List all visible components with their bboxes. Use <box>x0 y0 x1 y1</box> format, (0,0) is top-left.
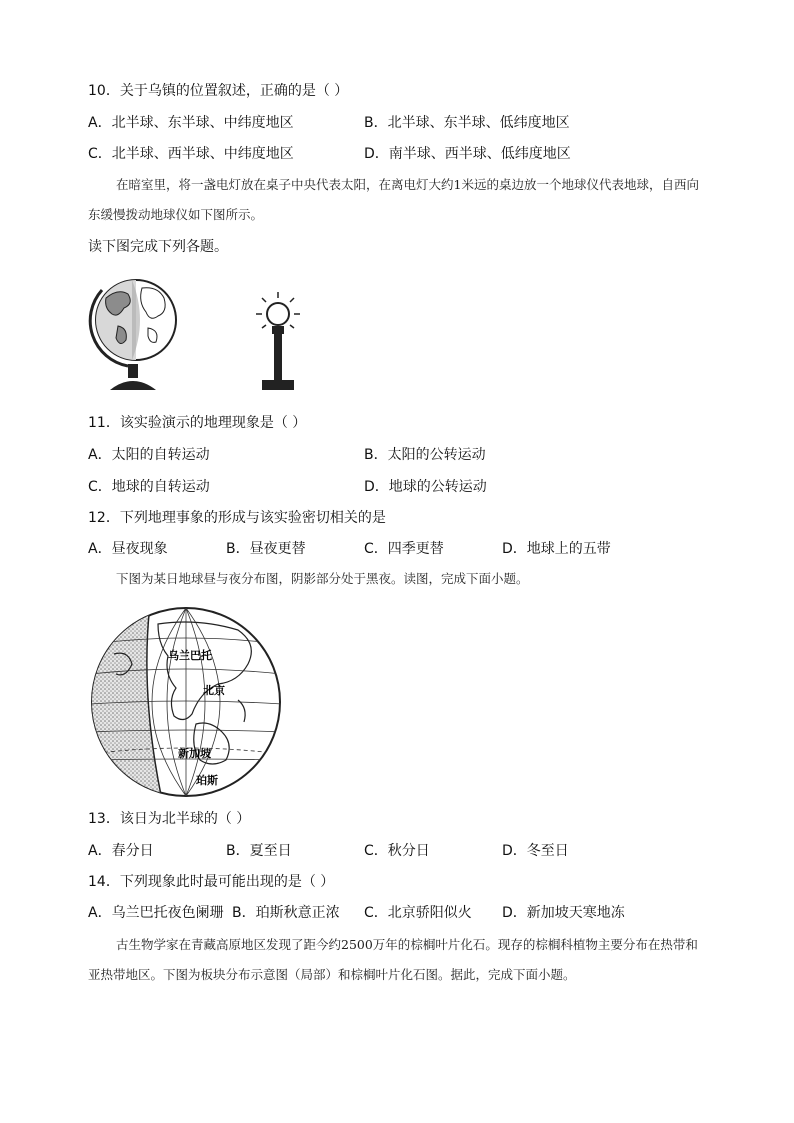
globe-lamp-figure <box>88 268 318 396</box>
q13-option-a: A．春分日 <box>88 843 154 859</box>
q11-stem: 11．该实验演示的地理现象是（ ） <box>88 415 307 431</box>
q13-stem: 13．该日为北半球的（ ） <box>88 811 251 827</box>
q12-option-b: B．昼夜更替 <box>226 541 306 557</box>
q10-stem: 10．关于乌镇的位置叙述，正确的是（ ） <box>88 83 349 99</box>
q11-option-a: A．太阳的自转运动 <box>88 447 210 463</box>
q13-option-b: B．夏至日 <box>226 843 292 859</box>
label-singapore: 新加坡 <box>178 747 211 760</box>
q14-option-b: B．珀斯秋意正浓 <box>232 905 340 921</box>
desk-globe-icon <box>90 280 176 390</box>
read-instruction: 读下图完成下列各题。 <box>88 239 228 255</box>
q10-option-c: C．北半球、西半球、中纬度地区 <box>88 146 294 162</box>
q11-option-c: C．地球的自转运动 <box>88 479 210 495</box>
day-night-globe <box>88 604 288 800</box>
q11-option-d: D．地球的公转运动 <box>364 479 487 495</box>
q14-stem: 14．下列现象此时最可能出现的是（ ） <box>88 874 335 890</box>
q12-option-a: A．昼夜现象 <box>88 541 168 557</box>
q14-option-c: C．北京骄阳似火 <box>364 905 472 921</box>
q10-option-d: D．南半球、西半球、低纬度地区 <box>364 146 571 162</box>
lamp-icon <box>256 292 300 390</box>
q10-option-b: B．北半球、东半球、低纬度地区 <box>364 115 570 131</box>
q12-stem: 12．下列地理事象的形成与该实验密切相关的是 <box>88 510 386 526</box>
q11-option-b: B．太阳的公转运动 <box>364 447 486 463</box>
q12-option-c: C．四季更替 <box>364 541 444 557</box>
q12-option-d: D．地球上的五带 <box>502 541 611 557</box>
label-ulaanbaatar: 乌兰巴托 <box>168 649 212 662</box>
q13-option-c: C．秋分日 <box>364 843 430 859</box>
passage-palm-fossil: 古生物学家在青藏高原地区发现了距今约2500万年的棕榈叶片化石。现存的棕榈科植物主要分布在热带和亚热带地区。下图为板块分布示意图（局部）和棕榈叶片化石图。据此，完成下面小题。 <box>88 937 698 982</box>
passage-day-night: 下图为某日地球昼与夜分布图，阴影部分处于黑夜。读图，完成下面小题。 <box>116 571 529 586</box>
label-perth: 珀斯 <box>196 774 218 787</box>
passage-experiment: 在暗室里，将一盏电灯放在桌子中央代表太阳，在离电灯大约1米远的桌边放一个地球仪代表地球，自西向东缓慢拨动地球仪如下图所示。 <box>88 177 699 222</box>
q13-option-d: D．冬至日 <box>502 843 569 859</box>
label-beijing: 北京 <box>203 684 225 697</box>
q10-option-a: A．北半球、东半球、中纬度地区 <box>88 115 294 131</box>
q14-option-d: D．新加坡天寒地冻 <box>502 905 625 921</box>
q14-option-a: A．乌兰巴托夜色阑珊 <box>88 905 224 921</box>
